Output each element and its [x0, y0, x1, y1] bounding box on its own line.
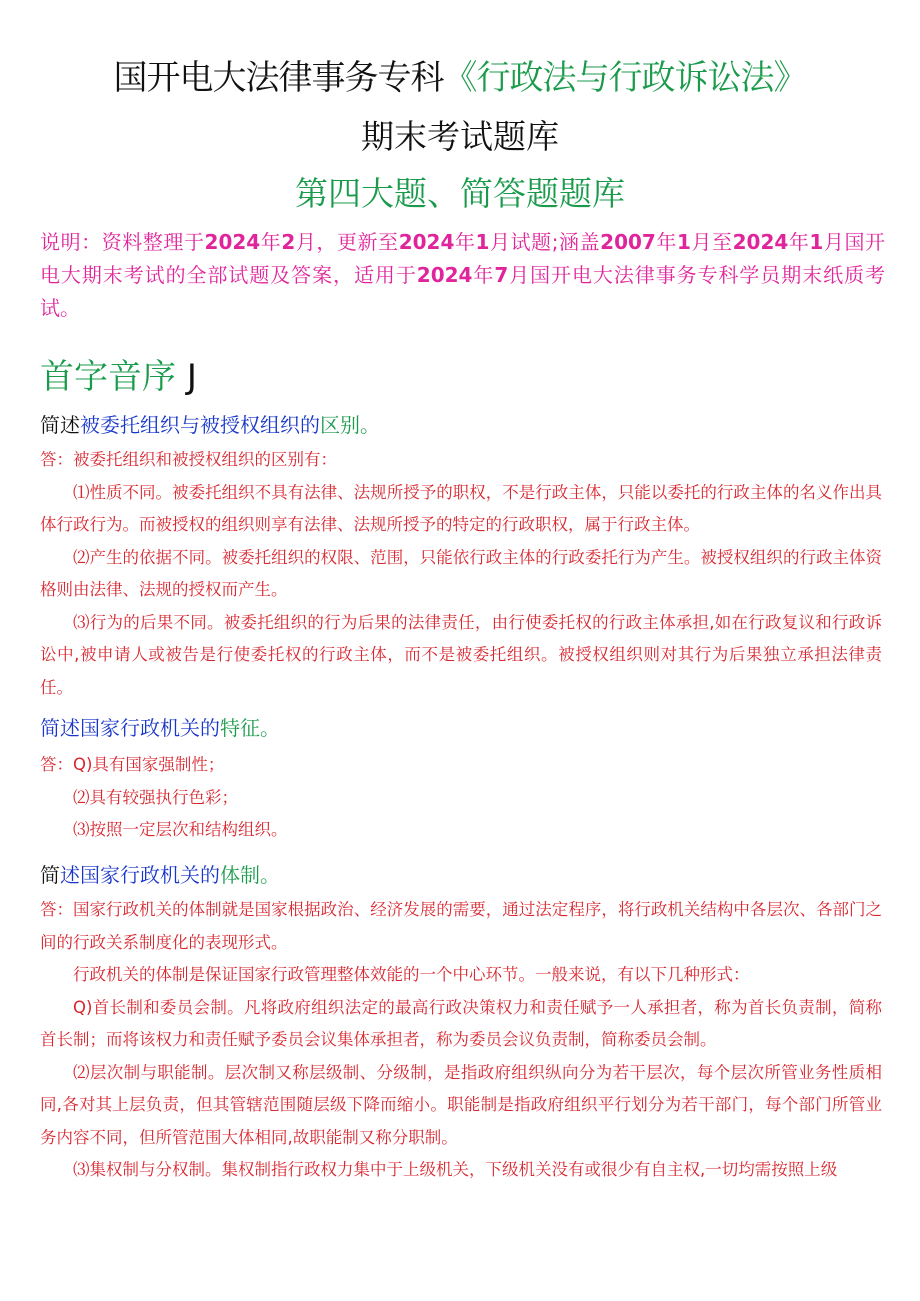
answer-line: 答：被委托组织和被授权组织的区别有： — [40, 450, 337, 469]
answer-line: ⑶按照一定层次和结构组织。 — [73, 820, 288, 839]
question-title: 简述被委托组织与被授权组织的区别。 — [40, 413, 380, 437]
answer-line: ⑵具有较强执行色彩； — [73, 787, 238, 807]
section-heading: 第四大题、简答题题库 — [295, 174, 625, 213]
question-block — [40, 410, 882, 704]
question-block — [40, 713, 882, 847]
answer-line: 答：Q)具有国家强制性； — [40, 755, 225, 774]
description-note: 说明：资料整理于2024年2月，更新至2024年1月试题;涵盖2007年1月至2024年1月国开电大期末考试的全部试题及答案，适用于2024年7月国开电大法律事务专科学员期末纸质考试。 — [40, 230, 886, 320]
answer-paragraph: ⑶集权制与分权制。集权制指行政权力集中于上级机关，下级机关没有或很少有自主权,一切均需按照上级 — [73, 1160, 838, 1179]
question-title: 简述国家行政机关的体制。 — [40, 863, 280, 887]
pinyin-group-heading — [40, 354, 197, 400]
question-block — [40, 860, 882, 1187]
pinyin-group-letter: J — [186, 357, 197, 397]
answer-paragraph: ⑵产生的依据不同。被委托组织的权限、范围，只能依行政主体的行政委托行为产生。被授权组织的行政主体资格则由法律、法规的授权而产生。 — [40, 547, 882, 599]
title-course-name: 《行政法与行政诉讼法》 — [443, 58, 807, 98]
question-title: 简述国家行政机关的特征。 — [40, 716, 280, 740]
pinyin-group-label: 首字音序 — [40, 357, 176, 397]
title-course-prefix: 国开电大法律事务专科 — [113, 58, 444, 98]
answer-paragraph: Q)首长制和委员会制。凡将政府组织法定的最高行政决策权力和责任赋予一人承担者，称为首长负责制，简称首长制；而将该权力和责任赋予委员会议集体承担者，称为委员会议负责制，简称委员会制。 — [40, 997, 882, 1049]
document-title — [0, 54, 920, 102]
answer-paragraph: ⑴性质不同。被委托组织不具有法律、法规所授予的职权，不是行政主体，只能以委托的行政主体的名义作出具体行政行为。而被授权的组织则享有法律、法规所授予的特定的行政职权，属于行政主体。 — [40, 482, 882, 534]
answer-paragraph: ⑶行为的后果不同。被委托组织的行为后果的法律责任，由行使委托权的行政主体承担,如在行政复议和行政诉讼中,被申请人或被告是行使委托权的行政主体，而不是被委托组织。被授权组织则对其行为后果独立承担法律责任。 — [40, 612, 882, 697]
answer-paragraph: ⑵层次制与职能制。层次制又称层级制、分级制，是指政府组织纵向分为若干层次，每个层次所管业务性质相同,各对其上层负责，但其管辖范围随层级下降而缩小。职能制是指政府组织平行划分为若干部门，每个部门所管业务内容不同，但所管范围大体相同,故职能制又称分职制。 — [40, 1062, 882, 1147]
answer-paragraph: 行政机关的体制是保证国家行政管理整体效能的一个中心环节。一般来说，有以下几种形式： — [73, 965, 750, 984]
document-subtitle: 期末考试题库 — [361, 117, 559, 156]
answer-paragraph: 答：国家行政机关的体制就是国家根据政治、经济发展的需要，通过法定程序，将行政机关结构中各层次、各部门之间的行政关系制度化的表现形式。 — [40, 900, 882, 952]
